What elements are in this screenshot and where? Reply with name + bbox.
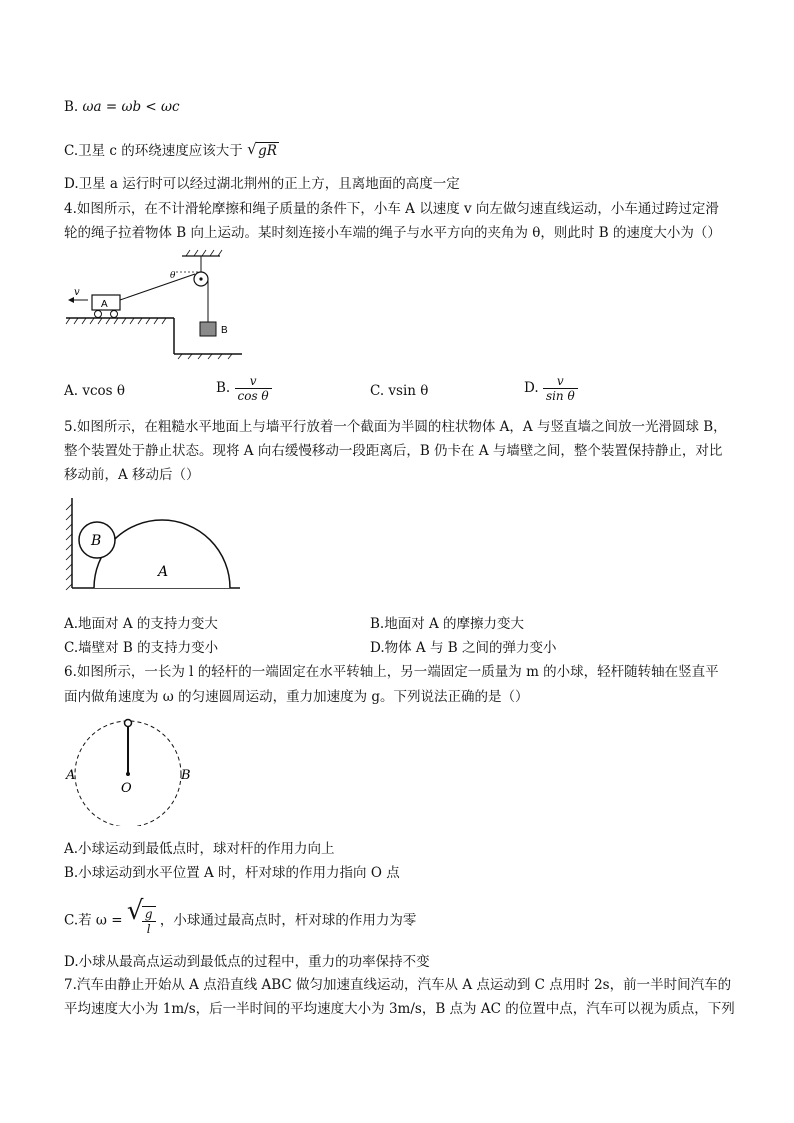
q6-ball xyxy=(125,720,132,727)
q4-block-b xyxy=(200,322,216,336)
q4-option-d-fraction: $\frac{v}{\text{sin θ}}$ xyxy=(543,374,578,403)
q4-option-d: D. $\frac{v}{\text{sin θ}}$ xyxy=(524,374,578,403)
q5-stem-line3: 移动前，A 移动后（） xyxy=(64,467,200,483)
q4-block-label: B xyxy=(221,325,228,336)
q5-stem-line1: 5.如图所示，在粗糙水平地面上与墙平行放着一个截面为半圆的柱状物体 A，A 与竖直墙之间放一光滑圆球 B， xyxy=(64,419,727,435)
q5-half-label: A xyxy=(158,564,169,580)
q6-stem-line2: 面内做角速度为 ω 的匀速圆周运动，重力加速度为 g。下列说法正确的是（） xyxy=(64,689,529,705)
q5-option-a: A.地面对 A 的支持力变大 xyxy=(64,616,218,632)
q3-option-c: C.卫星 c 的环绕速度应该大于 √ gR xyxy=(64,140,277,159)
q5-option-b: B.地面对 A 的摩擦力变大 xyxy=(370,616,525,632)
q6-left-label: A xyxy=(66,768,76,783)
q3-option-b-formula: ωa = ωb < ωc xyxy=(82,99,180,115)
q6-circle-figure xyxy=(64,716,204,826)
q4-theta-label: θ xyxy=(170,271,176,281)
q4-option-b: B. $\frac{v}{\text{cos θ}}$ xyxy=(216,374,272,403)
q3-option-b: B. ωa = ωb < ωc xyxy=(64,99,180,115)
q4-option-a: A. vcos θ xyxy=(64,383,125,399)
q3-option-d: D.卫星 a 运行时可以经过湖北荆州的正上方，且离地面的高度一定 xyxy=(64,176,460,192)
q5-option-d: D.物体 A 与 B 之间的弹力变小 xyxy=(370,640,557,656)
q6-stem-line1: 6.如图所示，一长为 l 的轻杆的一端固定在水平转轴上，另一端固定一质量为 m 的小球，轻杆随转轴在竖直平 xyxy=(64,664,719,680)
q6-option-c-sqrt: √ $\frac{g}{l}$ xyxy=(127,906,156,936)
q4-option-b-fraction: $\frac{v}{\text{cos θ}}$ xyxy=(235,374,272,403)
q6-option-d: D.小球从最高点运动到最低点的过程中，重力的功率保持不变 xyxy=(64,954,430,970)
q5-stem-line2: 整个装置处于静止状态。现将 A 向右缓慢移动一段距离后，B 仍卡在 A 与墙壁之间，整个装置保持静止，对比 xyxy=(64,443,723,459)
q4-option-c: C. vsin θ xyxy=(370,383,429,399)
q4-pulley-figure xyxy=(64,248,244,360)
q6-option-c: C.若 ω = √ $\frac{g}{l}$ ，小球通过最高点时，杆对球的作用力为零 xyxy=(64,896,417,936)
q6-option-a: A.小球运动到最低点时，球对杆的作用力向上 xyxy=(64,841,335,857)
q7-stem-line2: 平均速度大小为 1m/s，后一半时间的平均速度大小为 3m/s，B 点为 AC 的位置中点，汽车可以视为质点，下列 xyxy=(64,1001,735,1017)
q6-option-b: B.小球运动到水平位置 A 时，杆对球的作用力指向 O 点 xyxy=(64,865,400,881)
q7-stem-line1: 7.汽车由静止开始从 A 点沿直线 ABC 做匀加速直线运动，汽车从 A 点运动到 C 点用时 2s，前一半时间汽车的 xyxy=(64,977,732,993)
q4-car-label: A xyxy=(101,299,108,310)
q3-option-c-sqrt: √ gR xyxy=(247,140,277,159)
q4-v-label: v xyxy=(74,287,80,298)
q6-right-label: B xyxy=(181,768,191,783)
q4-stem-line1: 4.如图所示，在不计滑轮摩擦和绳子质量的条件下，小车 A 以速度 v 向左做匀速直线运动，小车通过跨过定滑 xyxy=(64,201,719,217)
q6-center-label: O xyxy=(121,781,132,796)
q5-option-c: C.墙壁对 B 的支持力变小 xyxy=(64,640,219,656)
q5-half-cylinder-figure xyxy=(64,494,244,594)
q4-stem-line2: 轮的绳子拉着物体 B 向上运动。某时刻连接小车端的绳子与水平方向的夹角为 θ，则此时 B 的速度大小为（） xyxy=(64,225,721,241)
q5-ball-label: B xyxy=(91,533,102,549)
